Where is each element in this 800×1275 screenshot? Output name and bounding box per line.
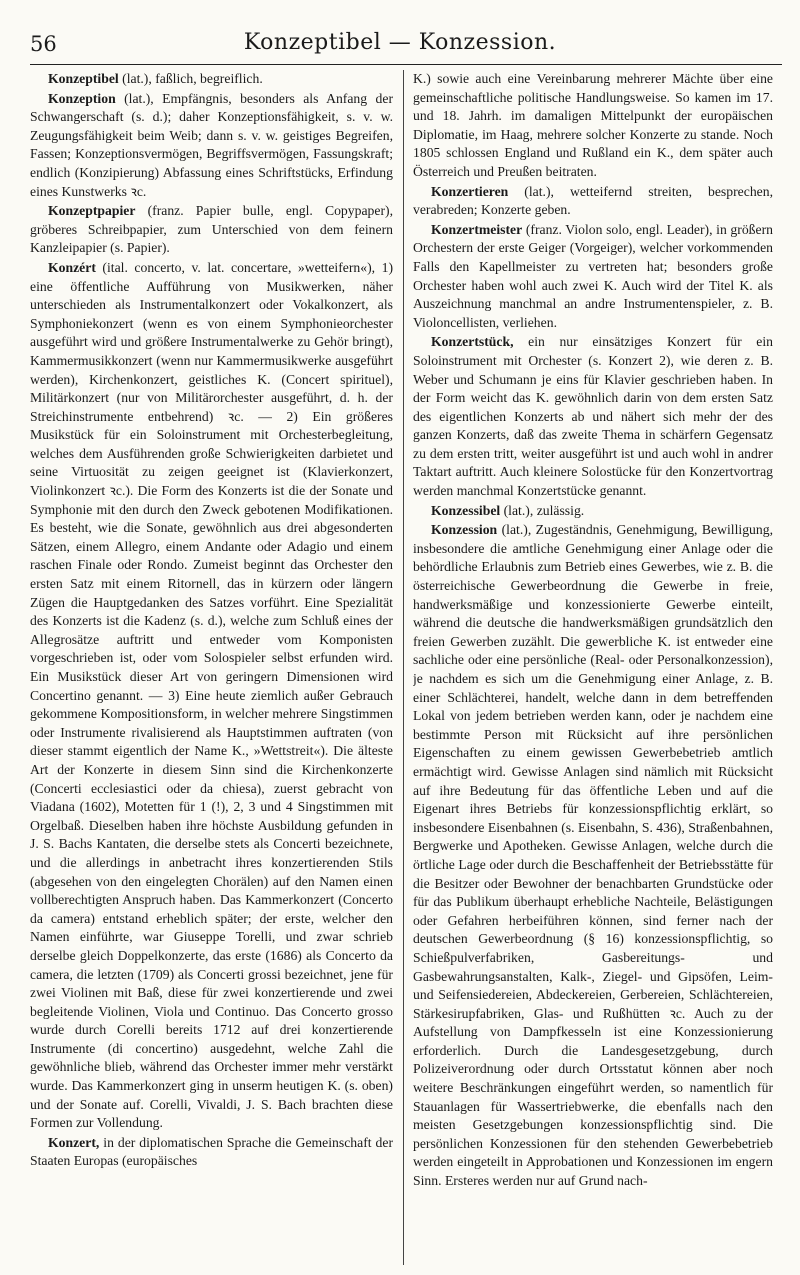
entry-headword: Konzeptpapier [48, 203, 136, 219]
dictionary-entry [413, 333, 773, 500]
entry-body: K.) sowie auch eine Vereinbarung mehrerer Mächte über eine gemeinschaftliche politische Handlungsweise. So kamen im 17. und 18. Jahrh. im damaligen Mittelpunkt der europäischen Diplomatie, im Haag, mehrere solcher Konzerte zu stande. Noch 1805 schlossen England und Rußland ein K., dem später auch Österreich und Preußen beitraten. [413, 71, 773, 179]
dictionary-entry-continuation [413, 70, 773, 182]
entry-headword: Konzeptibel [48, 71, 119, 86]
entry-headword: Konzért [48, 259, 96, 275]
page-header [0, 20, 800, 62]
entry-body: (lat.), Zugeständnis, Genehmigung, Bewilligung, insbesondere die amtliche Genehmigung einer Anlage oder die behördliche Erlaubnis zum Betrieb eines Gewerbes, wie z. B. die österreichische Gewerbeordnung die Gewerbe in freie, handwerksmäßige und konzessionierte Gewerbe einteilt, während die deutsche die handwerksmäßigen grundsätzlich den freien Gewerben zuzählt. Die gewerbliche K. ist entweder eine sachliche oder eine persönliche (Real- oder Personalkonzession), je nachdem es sich um die Genehmigung einer Anlage, z. B. einer Schlächterei, handelt, welche dann in dem betreffenden Lokal von jedem betrieben werden kann, oder je nachdem eine bestimmte Person mit Rücksicht auf ihre persönlichen Eigenschaften zu einem gewissen Gewerbebetrieb amtlich ermächtigt wird. Gewisse Anlagen sind nämlich mit Rücksicht auf ihre Bedeutung für das öffentliche Leben und auf die Eigenart ihres Betriebs für konzessionspflichtig erklärt, so insbesondere Eisenbahnen (s. Eisenbahn, S. 436), Straßenbahnen, Bergwerke und Apotheken. Gewisse Anlagen, welche durch die örtliche Lage oder durch die Beschaffenheit der Betriebsstätte für die Besitzer oder Bewohner der benachbarten Grundstücke oder für das Publikum überhaupt erhebliche Nachteile, Belästigungen oder Gefahren herbeiführen können, sind ferner nach der deutschen Gewerbeordnung (§ 16) konzessionspflichtig, so Schießpulverfabriken, Gasbereitungs- und Gasbewahrungsanstalten, Kalk-, Ziegel- und Gipsöfen, Leim- und Seifensiedereien, Abdeckereien, Gerbereien, Schlächtereien, Stärkesirupfabriken, Glas- und Rußhütten ꝛc. Auch zu der Aufstellung von Dampfkesseln ist eine Konzessionierung erforderlich. Durch die Landesgesetzgebung, durch Polizeiverordnung oder durch Ortsstatut können aber noch weitere Beschränkungen eingeführt werden, so namentlich für Stauanlagen für Wassertriebwerke, die ebenfalls nach den meisten Gesetzgebungen konzessionspflichtig sind. Die persönlichen Konzessionen für den stehenden Gewerbebetrieb werden eingeteilt in Approbationen und Konzessionen im engern Sinn. Ersteres werden nur auf Grund nach- [413, 522, 773, 1189]
dictionary-entry [413, 521, 773, 1190]
entry-headword: Konzessibel [431, 502, 501, 518]
entry-headword: Konzertieren [431, 183, 509, 199]
entry-body: (franz. Violon solo, engl. Leader), in größern Orchestern der erste Geiger (Vorgeiger), welcher vorkommenden Falls den Kapellmeister zu vertreten hat; besonders große Orchester haben wohl auch zwei K. Auch wird der Titel K. als Auszeichnung manchmal an andre Instrumentenspieler, z. B. Violoncellisten, verliehen. [413, 221, 773, 330]
entry-body: (ital. concerto, v. lat. concertare, »wetteifern«), 1) eine öffentliche Aufführung von Musikwerken, näher unterschieden als Instrumentalkonzert oder Vokalkonzert, als Symphoniekonzert (wenn es von einem Symphonieorchester ausgeführt wird und größere Instrumentalwerke zu Gehör bringt), Kammermusikkonzert (wenn nur Kammermusikwerke ausgeführt werden), Kirchenkonzert, geistliches K. (Concert spirituel), Militärkonzert (nur von Militärorchester ausgeführt, d. h. der Streichinstrumente entbehrend) ꝛc. — 2) Ein größeres Musikstück für ein Soloinstrument mit Orchesterbegleitung, welches dem Ausführenden große Schwierigkeiten darbietet und seine Virtuosität zu zeigen geeignet ist (Klavierkonzert, Violinkonzert ꝛc.). Die Form des Konzerts ist die der Sonate und Symphonie mit den durch den Zweck gebotenen Modifikationen. Es besteht, wie die Sonate, gewöhnlich aus drei abgesonderten Sätzen, einem Allegro, einem Andante oder Adagio und einem raschen Finale oder Rondo. Zumeist beginnt das Orchester den ersten Satz mit einem Ritornell, das in kürzern oder längern Zügen die Hauptgedanken des Satzes vorführt. Eine Spezialität des Konzerts ist die Kadenz (s. d.), welche zum Schluß eines der Allegrosätze auftritt und entweder vom Komponisten vorgeschrieben ist, oder vom Solospieler selbst erfunden wird. Ein Musikstück dieser Art von geringern Dimensionen wird Concertino genannt. — 3) Eine heute ziemlich außer Gebrauch gekommene Kompositionsform, in welcher mehrere Singstimmen oder Instrumente rivalisierend als Hauptstimmen auftraten (von dieser stammt eigentlich der Name K., »Wettstreit«). Die älteste Art der Konzerte in diesem Sinn sind die Kirchenkonzerte (Concerti ecclesiastici oder da chiesa), zuerst gebracht von Viadana (1602), Motetten für 1 (!), 2, 3 und 4 Singstimmen mit Orgelbaß. Dieselben haben ihre höchste Ausbildung gefunden in J. S. Bachs Kantaten, die derselbe stets als Concerti bezeichnete, und die allerdings in anbetracht ihres konzertierenden Stils (abgesehen von den eingelegten Chorälen) auf den Namen einen vollberechtigten Anspruch haben. Das Kammerkonzert (Concerto da camera) entstand erheblich später; der erste, welcher den Namen einführte, war Giuseppe Torelli, und zwar schrieb derselbe gleich Doppelkonzerte, das erste (1686) als Concerto da camera, die letzten (1709) als Concerti grossi bezeichnet, jene für zwei Violinen mit Baß, diese für zwei konzertierende und zwei begleitende Violinen, Viola und Continuo. Das Concerto grosso wurde durch Corelli bereits 1712 auf drei konzertierende Instrumente (di concertino) ausgedehnt, welche Zahl die gewöhnliche blieb, während das Orchester immer mehr verstärkt wurde. Das Kammerkonzert ging in unserm heutigen K. (s. oben) und der Sonate auf. Corelli, Vivaldi, J. S. Bach brachten diese Formen zur Vollendung. [30, 259, 393, 1131]
dictionary-entry [413, 502, 773, 521]
entry-body: in der diplomatischen Sprache die Gemeinschaft der Staaten Europas (europäisches [30, 1134, 393, 1169]
dictionary-entry [30, 259, 393, 1133]
entry-body: (lat.), zulässig. [500, 502, 585, 518]
page-number: 56 [30, 32, 57, 56]
entry-headword: Konzeption [48, 90, 116, 106]
entry-body: (lat.), faßlich, begreiflich. [118, 71, 263, 86]
entry-headword: Konzertmeister [431, 221, 523, 237]
entry-headword: Konzertstück, [431, 334, 514, 350]
entry-headword: Konzert, [48, 1134, 100, 1150]
header-rule [30, 64, 782, 65]
entry-body: (lat.), wetteifernd streiten, besprechen, verabreden; Konzerte geben. [413, 183, 773, 218]
entry-headword: Konzession [431, 522, 498, 538]
dictionary-entry [30, 202, 393, 258]
dictionary-entry [30, 90, 393, 202]
column-divider [403, 70, 404, 1265]
dictionary-entry [413, 221, 773, 333]
entry-body: (lat.), Empfängnis, besonders als Anfang der Schwangerschaft (s. d.); daher Konzeptionsfähigkeit, s. v. w. Zeugungsfähigkeit beim Weib; dann s. v. w. geistiges Begreifen, Fassen; Konzeptionsvermögen, Begriffsvermögen, Fassungskraft; endlich (Konzipierung) Abfassung eines Schriftstücks, Erfindung eines Kunstwerks ꝛc. [30, 90, 393, 199]
dictionary-entry [30, 70, 393, 89]
page-title: Konzeptibel — Konzession. [243, 30, 557, 55]
entry-body: (franz. Papier bulle, engl. Copypaper), gröberes Schreibpapier, zum Unterschied von dem feinern Kanzleipapier (s. Papier). [30, 203, 393, 256]
right-column [413, 70, 773, 1265]
dictionary-entry [413, 183, 773, 220]
dictionary-entry [30, 1134, 393, 1171]
left-column [30, 70, 393, 1265]
entry-body: ein nur einsätziges Konzert für ein Soloinstrument mit Orchester (s. Konzert 2), wie deren z. B. Weber und Schumann je eins für Klavier geschrieben haben. In der Form weicht das K. gewöhnlich darin von dem ersten Satz des eigentlichen Konzerts ab und nähert sich mehr der des ganzen Konzerts, daß das zweite Thema in schärfern Gegensatz zu dem ersten tritt, weiter ausgeführt ist und auch wohl in andrer Taktart auftritt. Auch kleinere Solostücke für den Konzertvortrag werden manchmal Konzertstücke genannt. [413, 334, 773, 499]
